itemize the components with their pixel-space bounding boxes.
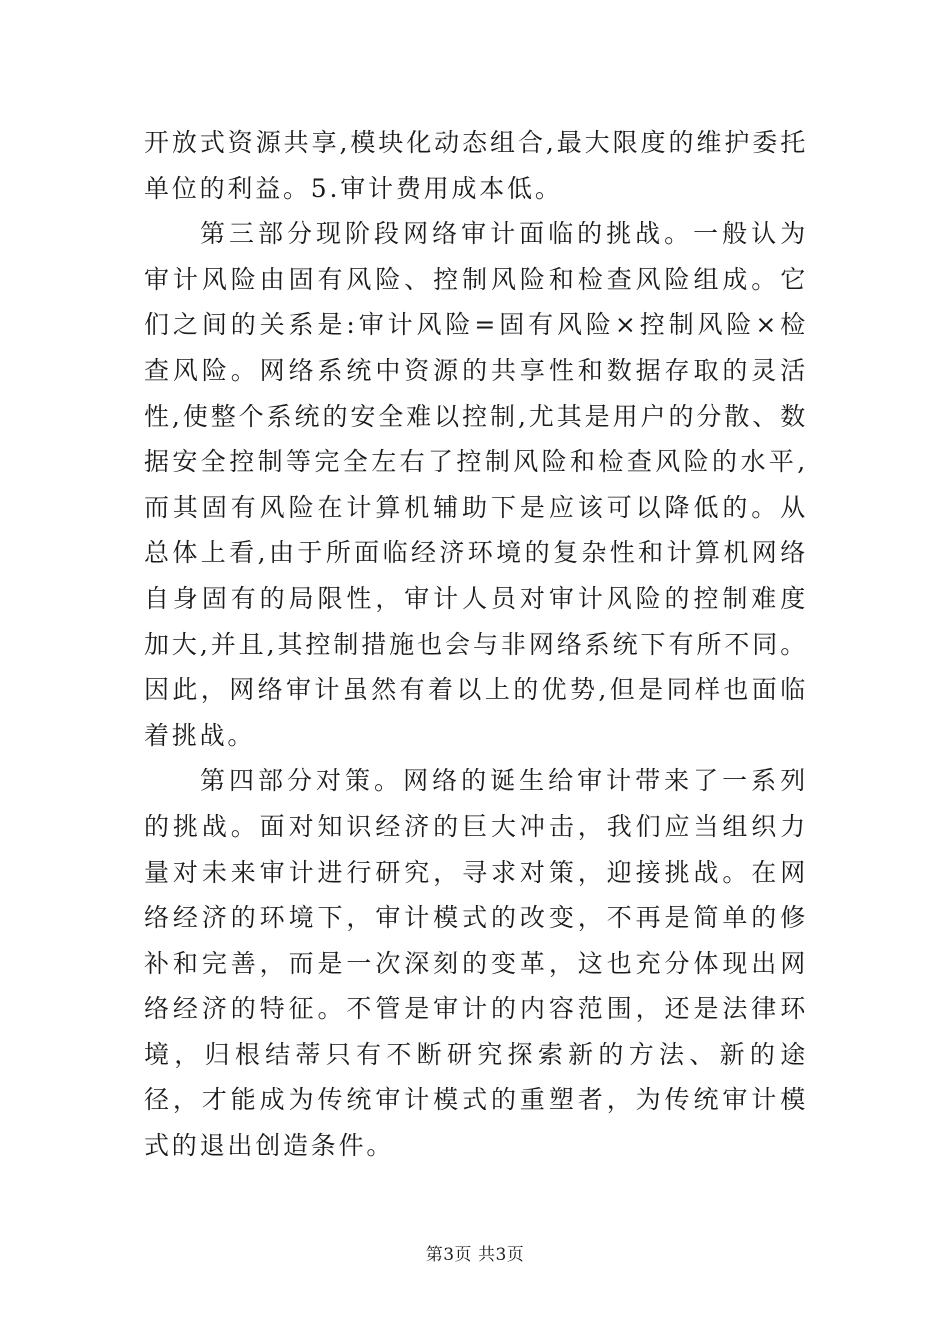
paragraph-continuation: 开放式资源共享,模块化动态组合,最大限度的维护委托单位的利益。5.审计费用成本低。 [144, 128, 808, 203]
page-number-footer: 第3页 共3页 [425, 1245, 525, 1265]
paragraph-part-four: 第四部分对策。网络的诞生给审计带来了一系列的挑战。面对知识经济的巨大冲击，我们应当组织力量对未来审计进行研究，寻求对策，迎接挑战。在网络经济的环境下，审计模式的改变，不再是简单的修补和完善，而是一次深刻的变革，这也充分体现出网络经济的特征。不管是审计的内容范围，还是法律环境，归根结蒂只有不断研究探索新的方法、新的途径，才能成为传统审计模式的重塑者，为传统审计模式的退出创造条件。 [144, 766, 808, 1161]
document-body [144, 120, 808, 1169]
paragraph-part-three: 第三部分现阶段网络审计面临的挑战。一般认为审计风险由固有风险、控制风险和检查风险组成。它们之间的关系是:审计风险=固有风险×控制风险×检查风险。网络系统中资源的共享性和数据存取的灵活性,使整个系统的安全难以控制,尤其是用户的分散、数据安全控制等完全左右了控制风险和检查风险的水平,而其固有风险在计算机辅助下是应该可以降低的。从总体上看,由于所面临经济环境的复杂性和计算机网络自身固有的局限性，审计人员对审计风险的控制难度加大,并且,其控制措施也会与非网络系统下有所不同。因此，网络审计虽然有着以上的优势,但是同样也面临着挑战。 [144, 219, 808, 750]
